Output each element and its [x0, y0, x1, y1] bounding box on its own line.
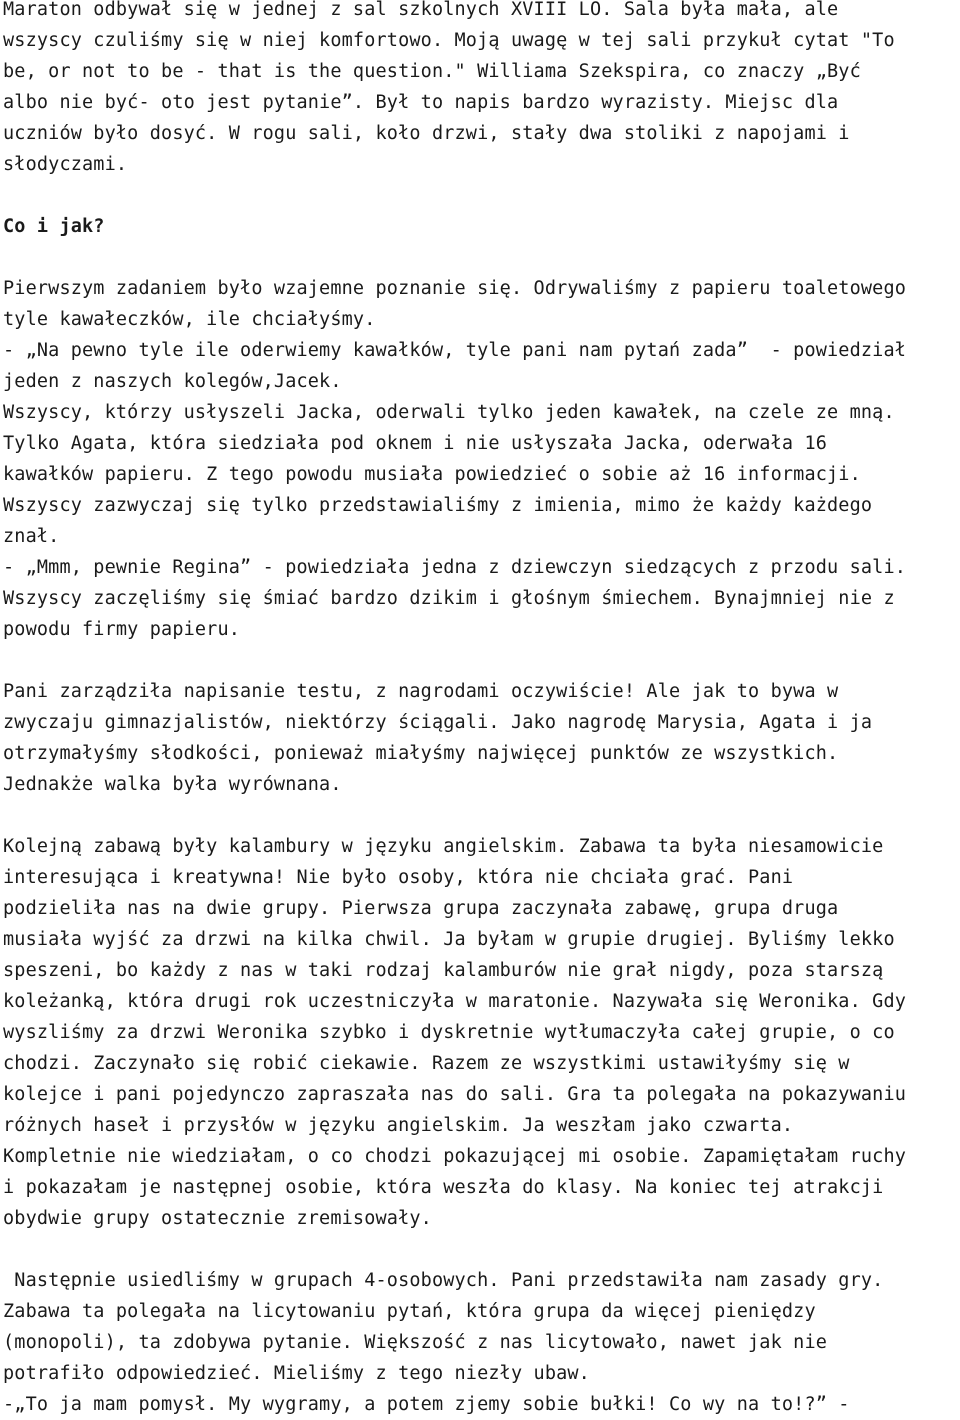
- paragraph-charades: [3, 831, 958, 1234]
- text-line: zwyczaju gimnazjalistów, niektórzy ściągali. Jako nagrodę Marysia, Agata i ja: [3, 712, 873, 733]
- spacer: [3, 180, 958, 211]
- text-line: Wszyscy, którzy usłyszeli Jacka, oderwali tylko jeden kawałek, na czele ze mną.: [3, 402, 895, 423]
- text-line: obydwie grupy ostatecznie zremisowały.: [3, 1208, 432, 1229]
- text-line: Następnie usiedliśmy w grupach 4-osobowych. Pani przedstawiła nam zasady gry.: [3, 1270, 884, 1291]
- text-line: Tylko Agata, która siedziała pod oknem i nie usłyszała Jacka, oderwała 16: [3, 433, 828, 454]
- spacer: [3, 1234, 958, 1265]
- text-line: wyszliśmy za drzwi Weronika szybko i dyskretnie wytłumaczyła całej grupie, o co: [3, 1022, 895, 1043]
- text-line: albo nie być- oto jest pytanie”. Był to napis bardzo wyrazisty. Miejsc dla: [3, 92, 839, 113]
- spacer: [3, 800, 958, 831]
- text-line: jeden z naszych kolegów,Jacek.: [3, 371, 342, 392]
- text-line: uczniów było dosyć. W rogu sali, koło drzwi, stały dwa stoliki z napojami i: [3, 123, 850, 144]
- text-line: wszyscy czuliśmy się w niej komfortowo. Moją uwagę w tej sali przykuł cytat "To: [3, 30, 895, 51]
- text-line: be, or not to be - that is the question." Williama Szekspira, co znaczy „Być: [3, 61, 861, 82]
- text-line: otrzymałyśmy słodkości, ponieważ miałyśmy najwięcej punktów ze wszystkich.: [3, 743, 839, 764]
- text-line: Kompletnie nie wiedziałam, o co chodzi pokazującej mi osobie. Zapamiętałam ruchy: [3, 1146, 907, 1167]
- document-page: [3, 0, 958, 1420]
- text-line: kolejce i pani pojedynczo zapraszała nas do sali. Gra ta polegała na pokazywaniu: [3, 1084, 907, 1105]
- text-line: - „Mmm, pewnie Regina” - powiedziała jedna z dziewczyn siedzących z przodu sali.: [3, 557, 907, 578]
- paragraph-test: [3, 676, 958, 800]
- paragraph-introductions: [3, 273, 958, 645]
- spacer: [3, 645, 958, 676]
- text-line: powodu firmy papieru.: [3, 619, 241, 640]
- text-line: Kolejną zabawą były kalambury w języku angielskim. Zabawa ta była niesamowicie: [3, 836, 884, 857]
- text-line: różnych haseł i przysłów w języku angielskim. Ja weszłam jako czwarta.: [3, 1115, 794, 1136]
- text-line: Zabawa ta polegała na licytowaniu pytań, która grupa da więcej pieniędzy: [3, 1301, 816, 1322]
- spacer: [3, 242, 958, 273]
- text-line: Wszyscy zazwyczaj się tylko przedstawialiśmy z imienia, mimo że każdy każdego: [3, 495, 873, 516]
- text-line: -„To ja mam pomysł. My wygramy, a potem zjemy sobie bułki! Co wy na to!?” -: [3, 1394, 850, 1415]
- text-line: Pani zarządziła napisanie testu, z nagrodami oczywiście! Ale jak to bywa w: [3, 681, 839, 702]
- text-line: musiała wyjść za drzwi na kilka chwil. Ja byłam w grupie drugiej. Byliśmy lekko: [3, 929, 895, 950]
- text-line: Maraton odbywał się w jednej z sal szkolnych XVIII LO. Sala była mała, ale: [3, 0, 839, 20]
- text-line: chodzi. Zaczynało się robić ciekawie. Razem ze wszystkimi ustawiłyśmy się w: [3, 1053, 850, 1074]
- text-line: podzieliła nas na dwie grupy. Pierwsza grupa zaczynała zabawę, grupa druga: [3, 898, 839, 919]
- text-line: speszeni, bo każdy z nas w taki rodzaj kalamburów nie grał nigdy, poza starszą: [3, 960, 884, 981]
- text-line: i pokazałam je następnej osobie, która weszła do klasy. Na koniec tej atrakcji: [3, 1177, 884, 1198]
- text-line: Pierwszym zadaniem było wzajemne poznanie się. Odrywaliśmy z papieru toaletowego: [3, 278, 907, 299]
- text-line: tyle kawałeczków, ile chciałyśmy.: [3, 309, 376, 330]
- text-line: kawałków papieru. Z tego powodu musiała powiedzieć o sobie aż 16 informacji.: [3, 464, 861, 485]
- intro-paragraph: [3, 0, 958, 180]
- text-line: interesująca i kreatywna! Nie było osoby, która nie chciała grać. Pani: [3, 867, 794, 888]
- text-line: (monopoli), ta zdobywa pytanie. Większość z nas licytowało, nawet jak nie: [3, 1332, 828, 1353]
- text-line: Jednakże walka była wyrównana.: [3, 774, 342, 795]
- section-heading: Co i jak?: [3, 216, 105, 237]
- text-line: Wszyscy zaczęliśmy się śmiać bardzo dzikim i głośnym śmiechem. Bynajmniej nie z: [3, 588, 895, 609]
- text-line: znał.: [3, 526, 60, 547]
- text-line: potrafiło odpowiedzieć. Mieliśmy z tego niezły ubaw.: [3, 1363, 590, 1384]
- text-line: słodyczami.: [3, 154, 128, 175]
- text-line: koleżanką, która drugi rok uczestniczyła w maratonie. Nazywała się Weronika. Gdy: [3, 991, 907, 1012]
- text-line: - „Na pewno tyle ile oderwiemy kawałków, tyle pani nam pytań zada” - powiedział: [3, 340, 907, 361]
- paragraph-auction: [3, 1265, 958, 1420]
